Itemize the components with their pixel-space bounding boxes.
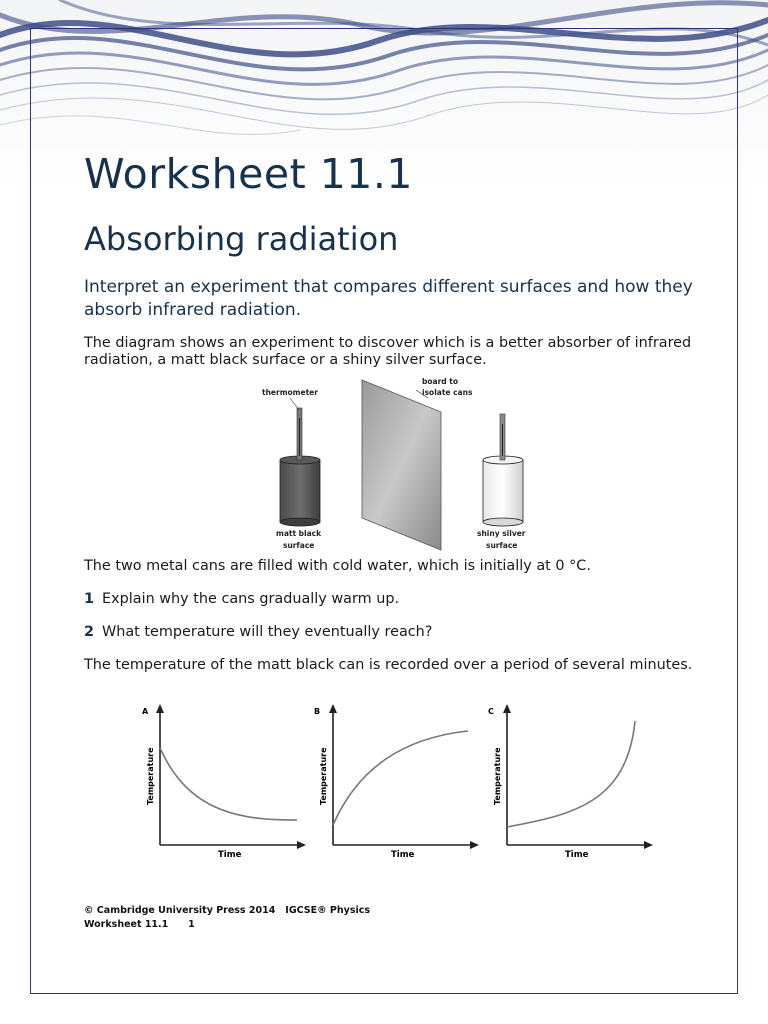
- question-1: [84, 591, 399, 607]
- black-can-label-1: matt black: [276, 529, 322, 538]
- page-title: Worksheet 11.1: [84, 150, 414, 198]
- graph-b-letter: B: [314, 707, 321, 716]
- learning-objective: Interpret an experiment that compares different surfaces and how they absorb infrared radiation.: [84, 277, 693, 320]
- page-footer: [84, 904, 370, 932]
- graph-b-curve: [333, 731, 468, 825]
- graph-a-xlabel: Time: [218, 850, 242, 860]
- graph-b: [313, 703, 488, 863]
- graph-c-ylabel: Temperature: [493, 747, 502, 805]
- question-2-text: What temperature will they eventually reach?: [102, 624, 433, 640]
- graph-c-xlabel: Time: [565, 850, 589, 860]
- board-label-1: board to: [422, 378, 458, 386]
- silver-can-label-2: surface: [486, 541, 518, 550]
- footer-copyright: © Cambridge University Press 2014: [84, 905, 276, 916]
- question-1-number: 1: [84, 591, 95, 607]
- board-label-2: isolate cans: [422, 388, 473, 397]
- matt-black-can: [280, 456, 320, 526]
- graph-c-curve: [507, 721, 635, 827]
- graph-a-curve: [160, 748, 297, 820]
- black-can-label-2: surface: [283, 541, 315, 550]
- intro-paragraph: The diagram shows an experiment to discover which is a better absorber of infrared radiation, a matt black surface or a shiny silver surface.: [84, 335, 692, 368]
- thermometer-label: thermometer: [262, 388, 318, 397]
- question-1-text: Explain why the cans gradually warm up.: [102, 591, 400, 607]
- shiny-silver-can: [483, 456, 523, 526]
- graph-a: [140, 703, 315, 863]
- setup-paragraph: The two metal cans are filled with cold water, which is initially at 0 °C.: [84, 558, 591, 574]
- thermometer-right: [500, 414, 505, 460]
- question-2: [84, 624, 432, 640]
- graph-a-ylabel: Temperature: [146, 747, 155, 805]
- question-2-number: 2: [84, 624, 95, 640]
- footer-page-number: 1: [188, 919, 195, 930]
- graph-a-letter: A: [142, 707, 149, 716]
- footer-worksheet: Worksheet 11.1: [84, 919, 169, 930]
- silver-can-label-1: shiny silver: [477, 529, 526, 538]
- footer-course: IGCSE® Physics: [285, 905, 371, 916]
- graph-c-letter: C: [488, 707, 494, 716]
- graph-b-ylabel: Temperature: [319, 747, 328, 805]
- isolating-board: [362, 380, 441, 550]
- experiment-diagram: [250, 378, 540, 553]
- page-subtitle: Absorbing radiation: [84, 220, 399, 258]
- graph-b-xlabel: Time: [391, 850, 415, 860]
- graph-c: [487, 703, 662, 863]
- record-paragraph: The temperature of the matt black can is recorded over a period of several minutes.: [84, 657, 693, 673]
- thermometer-left: [297, 408, 302, 460]
